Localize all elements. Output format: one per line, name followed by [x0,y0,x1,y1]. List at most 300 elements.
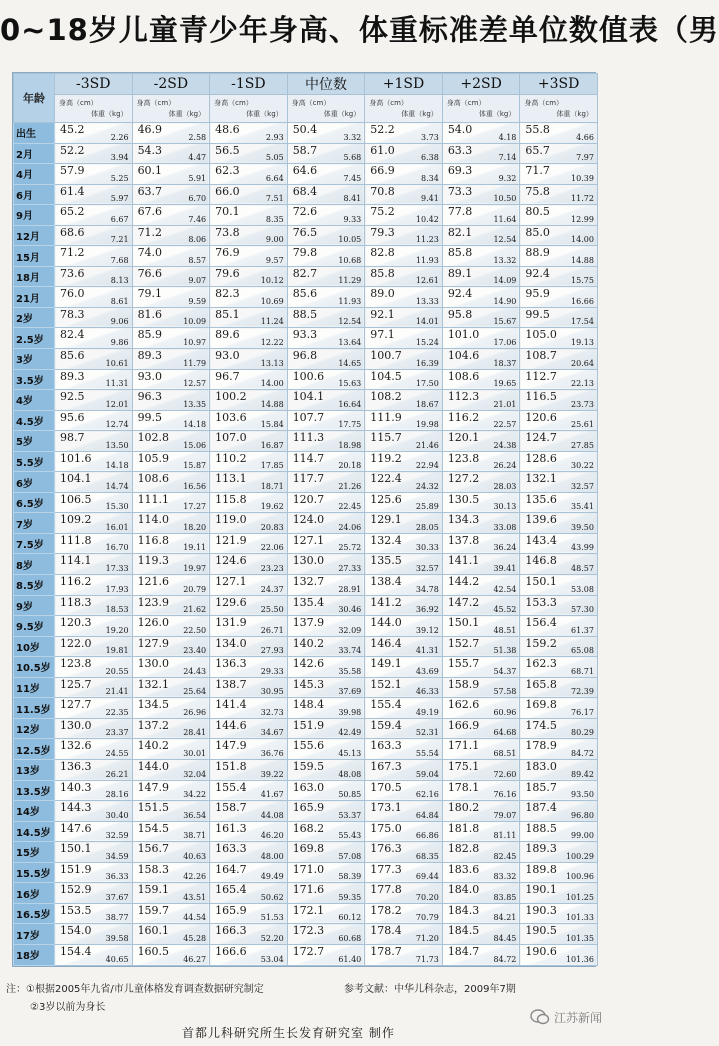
weight-value: 17.50 [415,379,439,389]
height-value: 75.8 [525,184,550,198]
weight-value: 13.64 [338,338,362,348]
measurement-cell [132,575,210,596]
weight-value: 44.54 [183,913,207,923]
weight-value: 24.55 [105,748,129,758]
measurement-cell [365,739,443,760]
measurement-cell [287,307,365,328]
measurement-cell [520,821,598,842]
table-row [14,451,598,472]
weight-value: 46.27 [183,955,207,964]
weight-value: 22.13 [571,379,594,389]
weight-value: 13.13 [260,358,284,368]
weight-value: 3.94 [110,153,129,163]
weight-value: 19.81 [105,646,129,656]
weight-value: 82.45 [493,851,517,861]
weight-value: 24.06 [338,522,362,532]
height-value: 104.1 [292,390,325,404]
height-value: 130.0 [292,554,325,568]
height-value: 122.4 [370,472,402,486]
height-value: 166.9 [447,718,480,732]
measurement-cell [287,410,365,431]
measurement-cell [442,184,520,205]
height-value: 132.4 [370,533,402,547]
weight-value: 24.43 [183,666,207,676]
weight-value: 9.86 [110,338,129,348]
weight-value: 6.70 [188,194,207,204]
weight-value: 37.67 [105,892,129,902]
height-value: 96.8 [292,349,318,363]
height-value: 172.1 [292,903,325,917]
weight-value: 26.21 [105,769,129,779]
weight-value: 4.18 [498,132,517,142]
table-row [14,349,598,370]
height-value: 89.3 [60,369,85,383]
weight-value: 11.29 [338,276,362,286]
age-label: 3.5岁 [14,369,55,390]
weight-value: 40.63 [183,851,207,861]
weight-value: 20.64 [571,358,594,368]
measurement-cell [442,636,520,657]
height-value: 160.5 [137,944,170,958]
weight-value: 5.25 [110,173,129,183]
weight-value: 68.35 [415,851,439,861]
weight-value: 29.33 [260,666,284,676]
measurement-cell [287,472,365,493]
weight-value: 42.26 [183,872,207,882]
measurement-cell [520,677,598,698]
weight-value: 12.74 [105,420,129,430]
measurement-cell [520,575,598,596]
measurement-cell [287,143,365,164]
measurement-cell [132,451,210,472]
height-value: 116.5 [525,390,557,404]
measurement-cell [287,123,365,144]
measurement-cell [442,739,520,760]
measurement-cell [287,451,365,472]
measurement-cell [132,759,210,780]
table-row [14,472,598,493]
weight-value: 84.72 [493,955,517,964]
weight-value: 9.59 [188,296,207,306]
height-value: 61.0 [370,143,395,157]
height-value: 138.4 [370,575,402,589]
measurement-cell [210,698,288,719]
measurement-cell [442,657,520,678]
height-value: 89.0 [370,287,395,301]
height-value: 65.7 [525,143,550,157]
height-value: 171.6 [292,883,325,897]
measurement-cell [365,698,443,719]
weight-value: 13.32 [493,255,517,265]
weight-value: 23.37 [105,728,129,738]
measurement-cell [520,266,598,287]
height-value: 70.8 [370,184,395,198]
height-value: 116.8 [137,533,170,547]
measurement-cell [287,862,365,883]
measurement-cell [210,246,288,267]
height-unit-label: 身高（cm） [524,99,564,107]
measurement-cell [132,431,210,452]
height-value: 165.4 [215,883,247,897]
measurement-cell [132,739,210,760]
table-row [14,533,598,554]
measurement-cell [365,307,443,328]
weight-value: 10.50 [493,194,517,204]
height-value: 77.8 [447,205,473,219]
weight-value: 43.69 [415,666,439,676]
measurement-cell [210,410,288,431]
weight-value: 19.98 [415,420,439,430]
measurement-cell [132,533,210,554]
weight-value: 2.26 [110,132,129,142]
height-value: 170.5 [370,780,402,794]
weight-value: 10.97 [183,338,207,348]
age-label: 18岁 [14,944,55,965]
weight-value: 10.05 [338,235,362,245]
measurement-cell [442,492,520,513]
measurement-cell [132,492,210,513]
measurement-cell [520,924,598,945]
weight-value: 8.57 [188,255,207,265]
measurement-cell [55,883,133,904]
measurement-cell [442,349,520,370]
weight-value: 15.84 [260,420,284,430]
measurement-cell [287,739,365,760]
weight-value: 11.93 [338,296,362,306]
weight-value: 27.33 [338,564,362,574]
weight-value: 66.86 [415,831,439,841]
measurement-cell [132,513,210,534]
measurement-cell [442,883,520,904]
sd-header: -1SD [210,74,288,95]
height-value: 171.0 [292,862,325,876]
unit-header [287,95,365,123]
weight-value: 43.51 [183,892,207,902]
height-unit-label: 身高（cm） [369,99,408,107]
weight-value: 19.62 [260,502,284,512]
measurement-cell [442,225,520,246]
sd-header: 中位数 [287,74,365,95]
height-value: 116.2 [447,410,480,424]
height-value: 178.4 [370,924,402,938]
height-value: 159.4 [370,718,402,732]
measurement-cell [365,410,443,431]
weight-value: 62.16 [415,790,439,800]
unit-header [520,95,598,123]
measurement-cell [520,205,598,226]
measurement-cell [520,698,598,719]
weight-value: 68.71 [571,666,594,676]
weight-value: 7.21 [110,235,129,245]
height-value: 144.6 [215,718,247,732]
height-value: 172.7 [292,944,325,958]
footnote-length: ②3岁以前为身长 [30,1002,106,1013]
weight-value: 70.79 [415,913,439,923]
measurement-cell [55,410,133,431]
measurement-cell [210,862,288,883]
height-unit-label: 身高（cm） [59,99,98,107]
table-row [14,575,598,596]
height-value: 190.3 [525,903,557,917]
table-row [14,759,598,780]
weight-value: 83.32 [493,872,517,882]
measurement-cell [210,184,288,205]
weight-value: 12.99 [571,214,594,224]
weight-value: 28.16 [105,790,129,800]
measurement-cell [287,718,365,739]
measurement-cell [287,636,365,657]
measurement-cell [210,924,288,945]
table-row [14,616,598,637]
measurement-cell [55,205,133,226]
weight-value: 14.65 [338,358,362,368]
measurement-cell [520,739,598,760]
measurement-cell [520,513,598,534]
weight-value: 22.57 [493,420,517,430]
height-value: 135.4 [292,595,325,609]
height-value: 124.6 [215,554,247,568]
weight-value: 38.77 [105,913,129,923]
measurement-cell [520,287,598,308]
height-value: 103.6 [215,410,247,424]
table-row [14,554,598,575]
weight-value: 9.41 [421,194,439,204]
age-label: 12月 [14,225,55,246]
measurement-cell [365,513,443,534]
measurement-cell [210,492,288,513]
weight-value: 14.09 [493,276,517,286]
measurement-cell [55,349,133,370]
table-row [14,123,598,144]
measurement-cell [287,369,365,390]
measurement-cell [287,287,365,308]
weight-value: 93.50 [571,790,594,800]
measurement-cell [520,164,598,185]
height-value: 93.0 [215,349,240,363]
weight-value: 49.49 [260,872,284,882]
weight-value: 11.23 [415,235,439,245]
measurement-cell [210,575,288,596]
watermark-text: 江苏新闻 [554,1010,603,1025]
height-value: 95.9 [525,287,550,301]
weight-value: 12.57 [183,379,207,389]
weight-value: 45.28 [183,933,207,943]
height-value: 174.5 [525,718,557,732]
measurement-cell [442,533,520,554]
height-value: 119.0 [215,513,247,527]
measurement-cell [132,821,210,842]
measurement-cell [365,883,443,904]
measurement-cell [520,718,598,739]
height-value: 108.6 [447,369,480,383]
height-value: 108.6 [137,472,170,486]
height-value: 71.2 [60,246,85,260]
measurement-cell [442,328,520,349]
height-value: 63.7 [137,184,163,198]
weight-value: 8.41 [343,194,362,204]
measurement-cell [210,307,288,328]
height-value: 137.8 [447,533,480,547]
height-value: 70.1 [215,205,240,219]
measurement-cell [287,842,365,863]
weight-value: 33.74 [338,646,362,656]
measurement-cell [55,657,133,678]
height-value: 138.7 [215,677,247,691]
weight-value: 101.25 [565,892,594,902]
age-label: 12.5岁 [14,739,55,760]
measurement-cell [55,636,133,657]
height-value: 150.1 [525,575,557,589]
measurement-cell [210,533,288,554]
weight-value: 45.13 [338,748,362,758]
measurement-cell [132,184,210,205]
height-value: 89.6 [215,328,240,342]
weight-value: 15.67 [493,317,517,327]
measurement-cell [55,307,133,328]
height-value: 54.3 [137,143,163,157]
height-value: 169.8 [525,698,557,712]
weight-value: 100.96 [565,872,594,882]
height-value: 143.4 [525,533,557,547]
height-value: 85.8 [447,246,473,260]
measurement-cell [442,205,520,226]
weight-value: 16.39 [415,358,439,368]
table-row [14,862,598,883]
weight-value: 48.51 [493,625,517,635]
height-value: 104.6 [447,349,480,363]
height-value: 132.1 [525,472,557,486]
weight-value: 64.68 [493,728,517,738]
weight-value: 61.40 [338,955,362,964]
weight-value: 34.78 [415,584,439,594]
measurement-cell [55,246,133,267]
height-value: 95.6 [60,410,85,424]
weight-value: 19.65 [493,379,517,389]
height-value: 66.9 [370,164,395,178]
weight-value: 11.24 [260,317,284,327]
measurement-cell [520,410,598,431]
weight-value: 32.59 [105,831,129,841]
age-label: 5岁 [14,431,55,452]
measurement-cell [287,513,365,534]
height-value: 98.7 [60,431,85,445]
weight-value: 38.71 [183,831,207,841]
height-value: 82.8 [370,246,395,260]
measurement-cell [520,759,598,780]
height-value: 162.3 [525,657,557,671]
weight-value: 11.31 [105,379,129,389]
height-value: 189.8 [525,862,557,876]
height-value: 68.4 [292,184,318,198]
unit-header [365,95,443,123]
height-value: 120.7 [292,492,325,506]
weight-value: 20.18 [338,461,362,471]
sd-header: -2SD [132,74,210,95]
measurement-cell [520,184,598,205]
weight-value: 37.69 [338,687,362,697]
measurement-cell [365,369,443,390]
measurement-cell [132,718,210,739]
weight-value: 23.40 [183,646,207,656]
weight-value: 27.85 [571,440,594,450]
measurement-cell [132,944,210,965]
weight-value: 25.61 [571,420,594,430]
measurement-cell [442,123,520,144]
measurement-cell [132,883,210,904]
height-value: 85.1 [215,307,240,321]
weight-value: 2.58 [188,132,207,142]
measurement-cell [287,266,365,287]
height-value: 149.1 [370,657,402,671]
weight-value: 48.00 [260,851,284,861]
weight-value: 14.00 [260,379,284,389]
height-value: 141.2 [370,595,402,609]
height-value: 183.0 [525,759,557,773]
measurement-cell [210,205,288,226]
weight-value: 14.74 [105,481,129,491]
height-value: 130.0 [60,718,92,732]
height-value: 116.2 [60,575,92,589]
measurement-cell [365,944,443,965]
height-value: 171.1 [447,739,480,753]
weight-value: 9.32 [498,173,517,183]
weight-value: 15.24 [415,338,439,348]
measurement-cell [442,307,520,328]
height-value: 187.4 [525,801,557,815]
height-value: 153.5 [60,903,92,917]
table-row [14,801,598,822]
measurement-cell [287,205,365,226]
height-value: 134.0 [215,636,247,650]
measurement-cell [365,492,443,513]
measurement-cell [210,616,288,637]
measurement-cell [365,349,443,370]
height-value: 135.5 [370,554,402,568]
weight-value: 18.37 [493,358,517,368]
unit-header [442,95,520,123]
table-row [14,513,598,534]
weight-value: 30.22 [571,461,594,471]
height-value: 88.5 [292,307,318,321]
height-value: 189.3 [525,842,557,856]
height-value: 166.6 [215,944,247,958]
weight-value: 80.29 [571,728,594,738]
measurement-cell [210,143,288,164]
measurement-cell [365,266,443,287]
measurement-cell [520,431,598,452]
measurement-cell [55,533,133,554]
table-row [14,821,598,842]
weight-value: 5.97 [110,194,129,204]
measurement-cell [132,903,210,924]
weight-value: 7.45 [343,173,362,183]
weight-value: 8.34 [421,173,439,183]
measurement-cell [365,328,443,349]
height-value: 79.8 [292,246,318,260]
measurement-cell [132,472,210,493]
measurement-cell [365,575,443,596]
weight-value: 21.46 [415,440,439,450]
age-label: 2岁 [14,307,55,328]
height-value: 62.3 [215,164,240,178]
measurement-cell [520,123,598,144]
table-row [14,410,598,431]
measurement-cell [55,595,133,616]
age-label: 15.5岁 [14,862,55,883]
weight-value: 36.92 [415,605,439,615]
weight-value: 39.98 [338,707,362,717]
height-value: 113.1 [215,472,247,486]
